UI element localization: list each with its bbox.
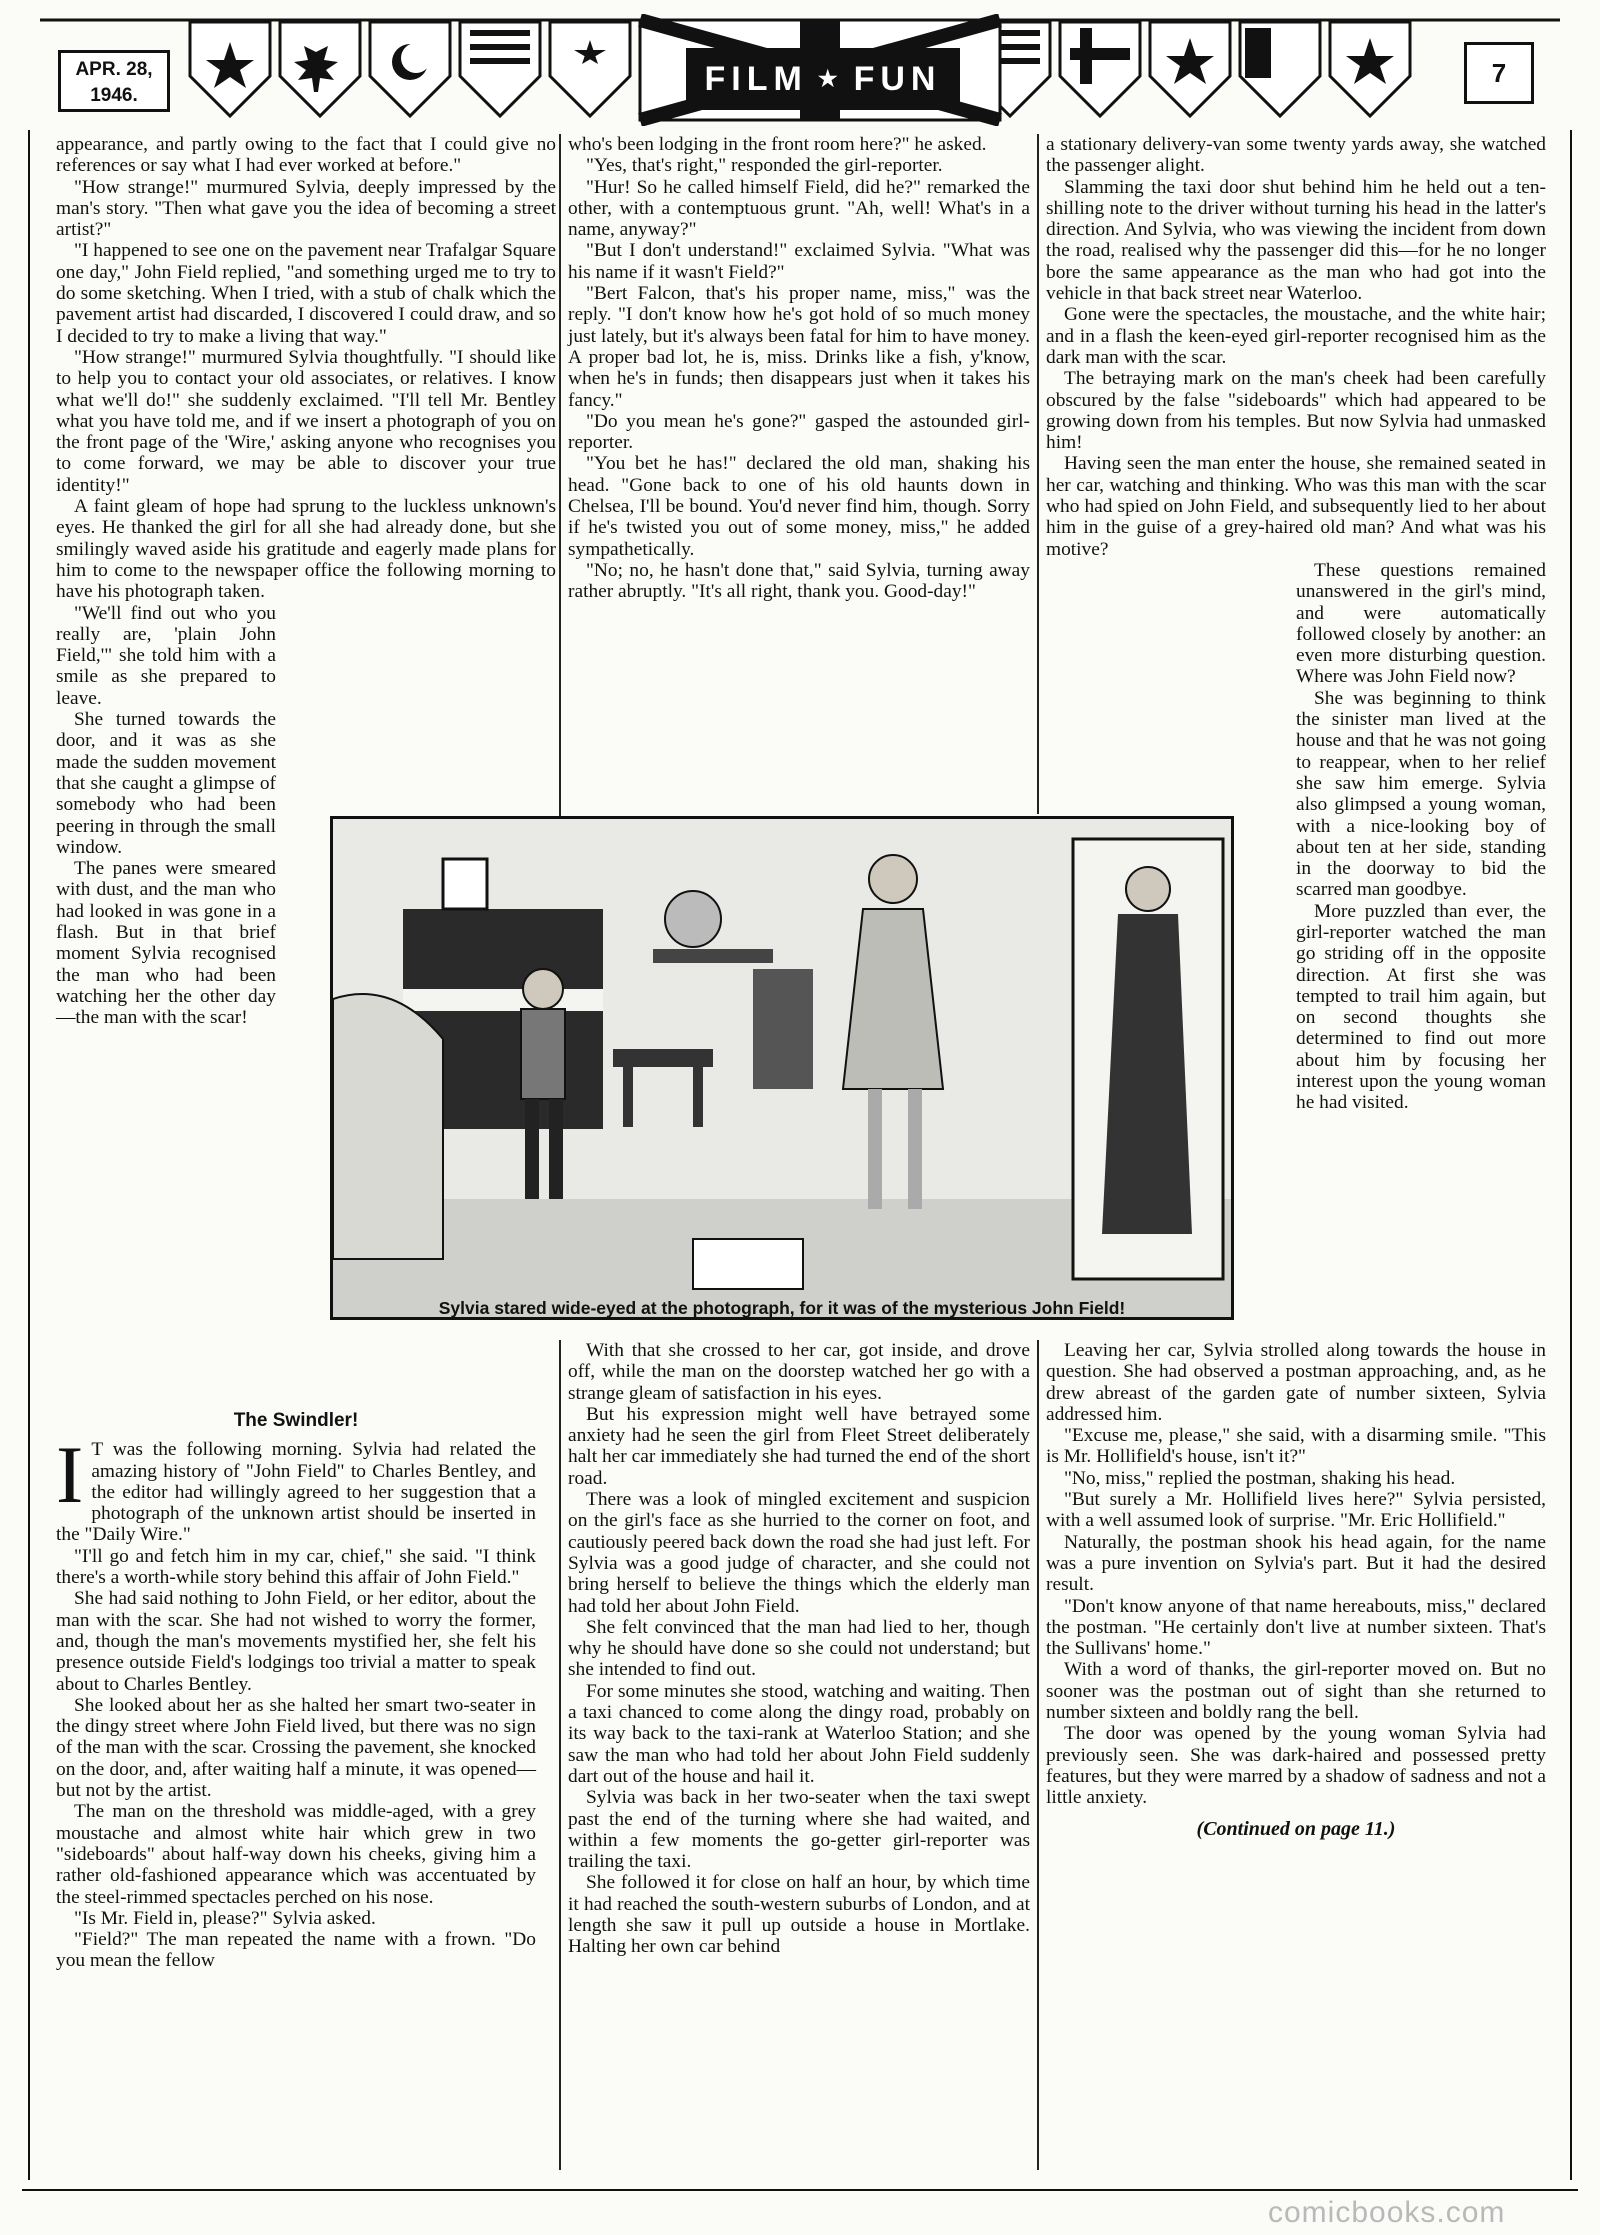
paragraph: Slamming the taxi door shut behind him he held out a ten-shilling note to the driver without turning his head in the latter's direction. And Sylvia, who was viewing the incident from down the road, realised why the passenger did this—for he no longer bore the same appearance as the man who had got into the vehicle in that back street near Waterloo. [1046,176,1546,305]
column-3-lower [1046,1340,1546,1840]
logo-word-film: FILM [704,59,808,98]
page-number: 7 [1464,42,1534,104]
story-illustration [330,816,1234,1320]
paragraph: T was the following morning. Sylvia had related the amazing history of "John Field" to Charles Bentley, and the editor had willingly agreed to her suggestion that a photograph of the unknown artist should be inserted in the "Daily Wire." [56,1439,536,1546]
logo-word-fun: FUN [853,59,942,98]
sylvia [869,855,917,903]
paragraph: "How strange!" murmured Sylvia, deeply impressed by the man's story. "Then what gave you the idea of becoming a street artist?" [56,176,556,241]
paragraph: Leaving her car, Sylvia strolled along towards the house in question. She had observed a postman approaching, and, as he drew abreast of the garden gate of number sixteen, Sylvia addressed him. [1046,1340,1546,1425]
paragraph: "No, miss," replied the postman, shaking his head. [1064,1467,1456,1489]
paragraph: "But I don't understand!" exclaimed Sylvia. "What was his name if it wasn't Field?" [568,240,1030,283]
paragraph: "Field?" The man repeated the name with a frown. "Do you mean the fellow [56,1929,536,1972]
column-1-lower [56,1400,536,1972]
paragraph: "Excuse me, please," she said, with a disarming smile. "This is Mr. Hollifield's house, isn't it?" [1046,1425,1546,1468]
paragraph: "You bet he has!" declared the old man, shaking his head. "Gone back to one of his old haunts down in Chelsea, I'll be bound. You'd never find him, though. Sorry if he's twisted you out of some money, miss," he added sympathetically. [568,453,1030,560]
paragraph: "But surely a Mr. Hollifield lives here?" Sylvia persisted, with a well assumed look of surprise. "Mr. Eric Hollifield." [1046,1489,1546,1532]
drop-cap: I [56,1429,84,1521]
paragraph: Sylvia was back in her two-seater when the taxi swept past the end of the turning where she had waited, and within a few moments the go-getter girl-reporter was trailing the taxi. [568,1787,1030,1873]
paragraph: "I happened to see one on the pavement near Trafalgar Square one day," John Field replied, "and something urged me to try to do some sketching. When I tried, with a stub of chalk which the pavement artist had discarded, I discovered I could draw, and so I decided to try to make a living that way." [56,240,556,347]
paragraph: There was a look of mingled excitement and suspicion on the girl's face as she hurried to the corner on foot, and cautiously peered back down the road she had just left. For Sylvia was a good judge of character, and she could not bring herself to believe the things which the elderly man had told her about John Field. [568,1489,1030,1617]
illustration-drawing [333,819,1231,1317]
site-watermark: comicbooks.com [1268,2196,1506,2229]
paragraph: "Do you mean he's gone?" gasped the astounded girl-reporter. [568,410,1030,454]
paragraph: "Hur! So he called himself Field, did he?" remarked the other, with a contemptuous grunt. "Ah, well! What's in a name, anyway?" [568,176,1030,241]
issue-date-line1: APR. 28, [75,59,153,80]
masthead [40,14,1560,126]
paragraph: who's been lodging in the front room here?" he asked. [568,134,987,155]
boy [523,969,563,1009]
logo-star-icon: ★ [817,66,844,91]
armchair [333,994,443,1259]
paragraph: appearance, and partly owing to the fact that I could give no references or say what I had ever worked at before." [56,134,556,177]
paragraph: "Is Mr. Field in, please?" Sylvia asked. [74,1907,376,1929]
issue-date [58,50,170,112]
young-woman [1126,867,1170,911]
paragraph: The man on the threshold was middle-aged, with a grey moustache and almost white hair which grew in two "sideboards" about half-way down his cheeks, giving him a rather old-fashioned appearance which was accentuated by the steel-rimmed spectacles perched on his nose. [56,1801,536,1908]
paragraph: More puzzled than ever, the girl-reporter watched the man go striding off in the opposite direction. At first she was tempted to trail him again, but on second thoughts she determined to find out more about him by focusing her interest upon the young woman he had visited. [1296,900,1546,1114]
paragraph: She had said nothing to John Field, or her editor, about the man with the scar. She had not wished to worry the former, and, though the man's movements mystified her, she felt his presence outside Field's lodgings too trivial a matter to speak about to Charles Bentley. [56,1588,536,1695]
film-fun-logo [686,48,960,110]
paragraph: She was beginning to think the sinister man lived at the house and that he was not going to reappear, when to her relief she saw him emerge. Sylvia also glimpsed a young woman, with a nice-looking boy of about ten at her side, standing in the doorway to bid the scarred man goodbye. [1296,687,1546,901]
paragraph: The betraying mark on the man's cheek had been carefully obscured by the false "sideboards" which had appeared to be growing down from his temples. But now Sylvia had unmasked him! [1046,368,1546,454]
paragraph: But his expression might well have betrayed some anxiety had he seen the girl from Fleet Street deliberately halt her car immediately she had turned the end of the short road. [568,1403,1030,1489]
paragraph: "No; no, he hasn't done that," said Sylvia, turning away rather abruptly. "It's all right, thank you. Good-day!" [568,559,1030,603]
column-rule [1037,1340,1039,2170]
paragraph: Naturally, the postman shook his head again, for the name was a pure invention on Sylvia's part. But it had the desired result. [1046,1531,1546,1596]
paragraph: Gone were the spectacles, the moustache, and the white hair; and in a flash the keen-eyed girl-reporter recognised him as the dark man with the scar. [1046,304,1546,368]
paragraph: She followed it for close on half an hour, by which time it had reached the south-western suburbs of London, and at length she saw it pull up outside a house in Mortlake. Halting her own car behind [568,1872,1030,1958]
paragraph: For some minutes she stood, watching and waiting. Then a taxi chanced to come along the dingy road, probably on its way back to the taxi-rank at Waterloo Station; and she saw the man who had told her about John Field suddenly dart out of the house and hail it. [568,1680,1030,1787]
continued-notice: (Continued on page 11.) [1196,1817,1396,1840]
issue-date-line2: 1946. [90,85,138,106]
paragraph: These questions remained unanswered in the girl's mind, and were automatically followed closely by another: an even more disturbing question. Where was John Field now? [1296,559,1546,688]
paragraph: She felt convinced that the man had lied to her, though why he should have done so she could not understand; but she intended to find out. [568,1616,1030,1681]
paragraph: Having seen the man enter the house, she remained seated in her car, watching and thinking. Who was this man with the scar who had spied on John Field, and subsequently lied to her about him in the guise of a grey-haired old man? And what was his motive? [1046,453,1546,560]
paragraph: "How strange!" murmured Sylvia thoughtfully. "I should like to help you to contact your old associates, or relatives. I know what we'll do!" she suddenly exclaimed. "I'll tell Mr. Bentley what you have told me, and if we insert a photograph of you on the front page of the 'Wire,' asking anyone who recognises you to come forward, we may be able to discover your true identity!" [56,346,556,496]
paragraph: With that she crossed to her car, got inside, and drove off, while the man on the doorstep watched her go with a strange gleam of satisfaction in his eyes. [568,1340,1030,1404]
column-rule [559,1340,561,2170]
paragraph: She turned towards the door, and it was as she made the sudden movement that she caught a glimpse of somebody who had been peering in through the small window. [56,709,276,858]
paragraph: The door was opened by the young woman Sylvia had previously seen. She was dark-haired and possessed pretty features, but they were marred by a shadow of sadness and not a little anxiety. [1046,1723,1546,1809]
left-ornament-border [20,130,38,2180]
photograph-frame [443,859,487,909]
paragraph: "Bert Falcon, that's his proper name, miss," was the reply. "I don't know how he's got hold of so much money just lately, but it's always been fatal for him to have money. A proper bad lot, he is, miss. Drinks like a fish, y'know, when he's in funds; then disappears just when it takes his fancy." [568,283,1030,411]
column-2-upper [568,134,1030,603]
paragraph: She looked about her as she halted her smart two-seater in the dingy street where John Field lived, but there was no sign of the man with the scar. Crossing the pavement, she knocked on the door, and, after waiting half a minute, it was opened—but not by the artist. [56,1694,536,1802]
paragraph: With a word of thanks, the girl-reporter moved on. But no sooner was the postman out of sight than she returned to number sixteen and boldly rang the bell. [1046,1659,1546,1724]
column-rule [1037,134,1039,814]
paragraph: "I'll go and fetch him in my car, chief," she said. "I think there's a worth-while story behind this affair of John Field." [56,1545,536,1589]
column-2-lower [568,1340,1030,1958]
paragraph: "We'll find out who you really are, 'plain John Field,'" she told him with a smile as she prepared to leave. [56,602,276,709]
illustration-caption: Sylvia stared wide-eyed at the photograph, for it was of the mysterious John Field! [438,1298,1126,1318]
right-ornament-border [1562,130,1580,2180]
paragraph: The panes were smeared with dust, and the man who had looked in was gone in a flash. But in that brief moment Sylvia recognised the man who had been watching her the other day—the man with the scar! [56,858,276,1029]
paragraph: "Yes, that's right," responded the girl-reporter. [586,155,943,177]
section-heading: The Swindler! [233,1410,359,1431]
paragraph: a stationary delivery-van some twenty yards away, she watched the passenger alight. [1046,134,1546,177]
paragraph: "Don't know anyone of that name hereabouts, miss," declared the postman. "He certainly don't live at number sixteen. That's the Sullivans' home." [1046,1595,1546,1660]
paragraph: A faint gleam of hope had sprung to the luckless unknown's eyes. He thanked the girl for all she had already done, but she smilingly waved aside his gratitude and eagerly made plans for him to come to the newspaper office the following morning to have his photograph taken. [56,496,556,603]
